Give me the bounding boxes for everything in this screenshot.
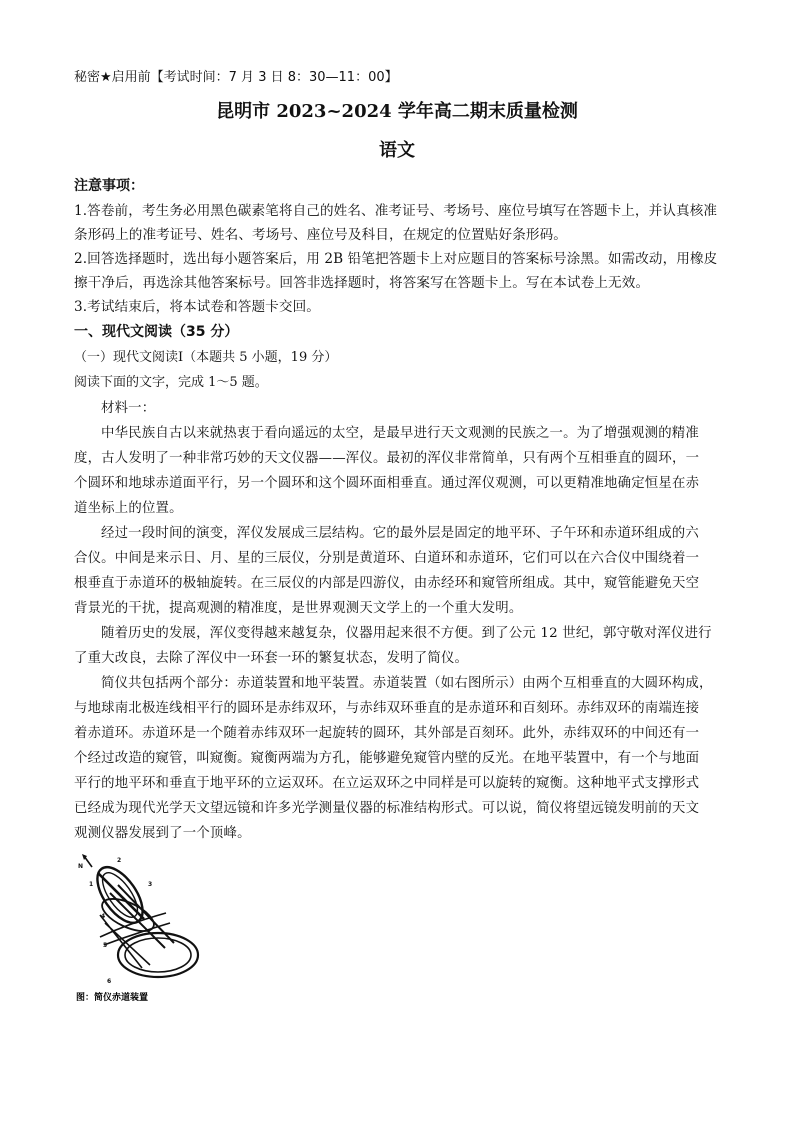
passage-line: 根垂直于赤道环的极轴旋转。在三辰仪的内部是四游仪，由赤经环和窥管所组成。其中，窥管能避免天空 (74, 576, 700, 591)
exam-title: 昆明市 2023~2024 学年高二期末质量检测 (216, 101, 578, 122)
notice-heading: 注意事项： (74, 178, 144, 194)
figure-label-n: N (78, 863, 84, 870)
figure-label: 3 (148, 881, 153, 888)
subsection-heading: （一）现代文阅读Ⅰ（本题共 5 小题，19 分） (74, 350, 338, 365)
passage-line: 已经成为现代光学天文望远镜和许多光学测量仪器的标准结构形式。可以说，简仪将望远镜发明前的天文 (74, 801, 700, 816)
passage-line: 中华民族自古以来就热衷于看向遥远的太空，是最早进行天文观测的民族之一。为了增强观测的精准 (101, 426, 699, 441)
notice-line: 擦干净后，再选涂其他答案标号。回答非选择题时，将答案写在答题卡上。写在本试卷上无效。 (74, 275, 650, 291)
passage-line: 个经过改造的窥管，叫窥衡。窥衡两端为方孔，能够避免窥管内壁的反光。在地平装置中，有一个与地面 (74, 751, 700, 766)
notice-line: 3.考试结束后，将本试卷和答题卡交回。 (74, 299, 320, 315)
passage-line: 着赤道环。赤道环是一个随着赤纬双环一起旋转的圆环，其外部是百刻环。此外，赤纬双环的中间还有一 (74, 726, 700, 741)
passage-line: 个圆环和地球赤道面平行，另一个圆环和这个圆环面相垂直。通过浑仪观测，可以更精准地确定恒星在赤 (74, 476, 700, 491)
equatorial-device-figure (70, 853, 200, 988)
passage-line: 观测仪器发展到了一个顶峰。 (74, 826, 251, 841)
figure-label: 5 (103, 942, 108, 949)
notice-line: 2.回答选择题时，选出每小题答案后，用 2B 铅笔把答题卡上对应题目的答案标号涂黑。如需改动，用橡皮 (74, 251, 718, 267)
passage-line: 了重大改良，去除了浑仪中一环套一环的繁复状态，发明了简仪。 (74, 651, 469, 666)
figure-label: 2 (117, 857, 122, 864)
instruction-text: 阅读下面的文字，完成 1～5 题。 (74, 375, 268, 390)
passage-line: 道坐标上的位置。 (74, 501, 183, 516)
passage-line: 度，古人发明了一种非常巧妙的天文仪器——浑仪。最初的浑仪非常简单，只有两个互相垂直的圆环，一 (74, 451, 700, 466)
subject-title: 语文 (379, 140, 415, 161)
material-label: 材料一： (101, 401, 156, 416)
passage-line: 与地球南北极连线相平行的圆环是赤纬双环，与赤纬双环垂直的是赤道环和百刻环。赤纬双环的南端连接 (74, 701, 700, 716)
figure-caption: 图：简仪赤道装置 (76, 993, 149, 1003)
passage-line: 合仪。中间是来示日、月、星的三辰仪，分别是黄道环、白道环和赤道环，它们可以在六合仪中围绕着一 (74, 551, 700, 566)
section-heading: 一、现代文阅读（35 分） (74, 324, 239, 340)
notice-line: 1.答卷前，考生务必用黑色碳素笔将自己的姓名、准考证号、考场号、座位号填写在答题卡上，并认真核准 (74, 203, 718, 219)
passage-line: 经过一段时间的演变，浑仪发展成三层结构。它的最外层是固定的地平环、子午环和赤道环组成的六 (101, 526, 699, 541)
confidential-header: 秘密★启用前【考试时间：7 月 3 日 8：30—11：00】 (74, 70, 398, 85)
figure-label: 6 (107, 978, 112, 985)
passage-line: 平行的地平环和垂直于地平环的立运双环。在立运双环之中同样是可以旋转的窥衡。这种地平式支撑形式 (74, 776, 700, 791)
figure-label: 1 (89, 881, 94, 888)
passage-line: 简仪共包括两个部分：赤道装置和地平装置。赤道装置（如右图所示）由两个互相垂直的大圆环构成， (101, 676, 713, 691)
notice-line: 条形码上的准考证号、姓名、考场号、座位号及科目，在规定的位置贴好条形码。 (74, 227, 567, 243)
figure-label: 4 (101, 913, 106, 920)
passage-line: 随着历史的发展，浑仪变得越来越复杂，仪器用起来很不方便。到了公元 12 世纪，郭守敬对浑仪进行 (101, 626, 712, 641)
passage-line: 背景光的干扰，提高观测的精准度，是世界观测天文学上的一个重大发明。 (74, 601, 523, 616)
